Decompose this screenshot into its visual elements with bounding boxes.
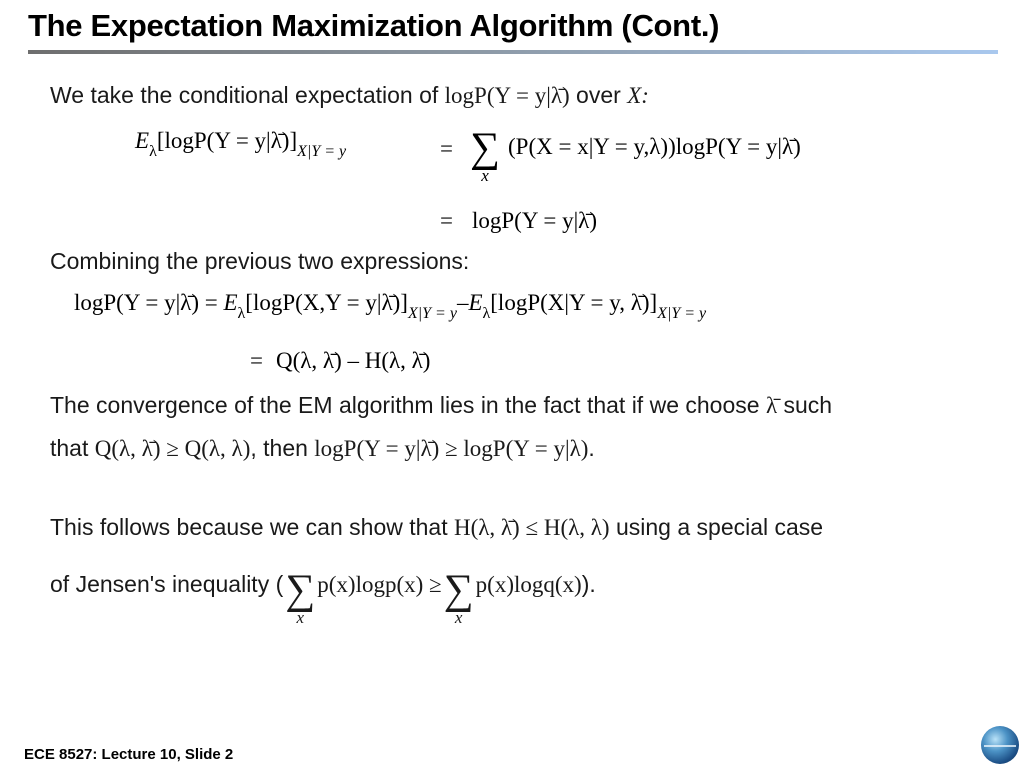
combining-line: Combining the previous two expressions:	[50, 248, 470, 274]
eq3-expectation-symbol-2: E	[468, 290, 483, 315]
eq3-term2-condition: X|Y = y	[657, 305, 707, 322]
jensen-text: of Jensen's inequality (	[50, 571, 284, 598]
eq1-summation	[468, 125, 502, 185]
eq1-expectation-symbol: E	[135, 128, 150, 153]
eq4-rhs: Q(λ, λ̄) – H(λ, λ̄)	[276, 348, 431, 373]
jensen-sum-index-2: x	[454, 608, 463, 627]
follows-h-inequality: H(λ, λ̄) ≤ H(λ, λ)	[453, 515, 610, 540]
follows-end: using a special case	[615, 514, 824, 540]
equation-expectation	[135, 128, 347, 160]
condition-then: , then	[250, 435, 308, 461]
summation-icon: ∑ x	[468, 128, 502, 184]
summation-icon: ∑ x	[442, 570, 476, 626]
eq2-rhs: logP(Y = y|λ̄)	[472, 208, 597, 233]
eq1-lhs-condition: X|Y = y	[297, 143, 347, 160]
jensen-term2: p(x)logq(x)	[475, 572, 582, 598]
jensen-line	[50, 558, 596, 627]
eq1-equals: =	[440, 136, 453, 161]
convergence-line	[50, 392, 832, 419]
eq2-equals: =	[440, 208, 453, 233]
globe-logo-waveform	[984, 745, 1016, 747]
eq1-lhs-argument: [logP(Y = y|λ̄)]	[156, 128, 298, 153]
eq3-term1-argument: [logP(X,Y = y|λ̄)]	[245, 290, 408, 315]
jensen-term1: p(x)logp(x) ≥	[317, 572, 442, 598]
slide-title: The Expectation Maximization Algorithm (Cont.)	[28, 8, 720, 43]
jensen-sum-index-1: x	[296, 608, 305, 627]
follows-line	[50, 514, 823, 541]
condition-that: that	[50, 435, 89, 461]
eq3-equals: =	[204, 290, 218, 315]
summation-icon: ∑ x	[283, 570, 317, 626]
condition-likelihood-inequality: logP(Y = y|λ̄) ≥ logP(Y = y|λ)	[314, 436, 589, 461]
title-underline	[28, 50, 998, 54]
condition-q-inequality: Q(λ, λ̄) ≥ Q(λ, λ)	[94, 436, 251, 461]
eq4-equals: =	[250, 348, 263, 373]
intro-line	[50, 82, 649, 109]
eq3-expectation-symbol: E	[223, 290, 238, 315]
eq3-expectation-subscript: λ	[237, 305, 246, 322]
jensen-end: ).	[581, 571, 596, 598]
intro-variable: X:	[627, 83, 649, 108]
eq3-lhs: logP(Y = y|λ̄)	[74, 290, 199, 315]
eq3-minus: –	[456, 290, 469, 315]
condition-line	[50, 435, 595, 462]
convergence-end: such	[783, 392, 833, 418]
eq1-sum-index: x	[481, 166, 489, 185]
convergence-text: The convergence of the EM algorithm lies in the fact that if we choose	[50, 392, 760, 418]
equation-decomposition	[74, 290, 707, 322]
eq3-term2-argument: [logP(X|Y = y, λ̄)]	[490, 290, 658, 315]
condition-period: .	[588, 435, 595, 461]
follows-text: This follows because we can show that	[50, 514, 448, 540]
eq1-rhs: (P(X = x|Y = y,λ))logP(Y = y|λ̄)	[508, 134, 801, 159]
intro-expression: logP(Y = y|λ̄)	[444, 83, 570, 108]
intro-over: over	[576, 82, 621, 108]
eq3-expectation-subscript-2: λ	[482, 305, 491, 322]
eq3-term1-condition: X|Y = y	[407, 305, 457, 322]
eq1-expectation-subscript: λ	[149, 143, 157, 160]
slide-footer: ECE 8527: Lecture 10, Slide 2	[24, 746, 234, 763]
intro-text: We take the conditional expectation of	[50, 82, 439, 108]
convergence-symbol: λ̄	[765, 393, 778, 418]
